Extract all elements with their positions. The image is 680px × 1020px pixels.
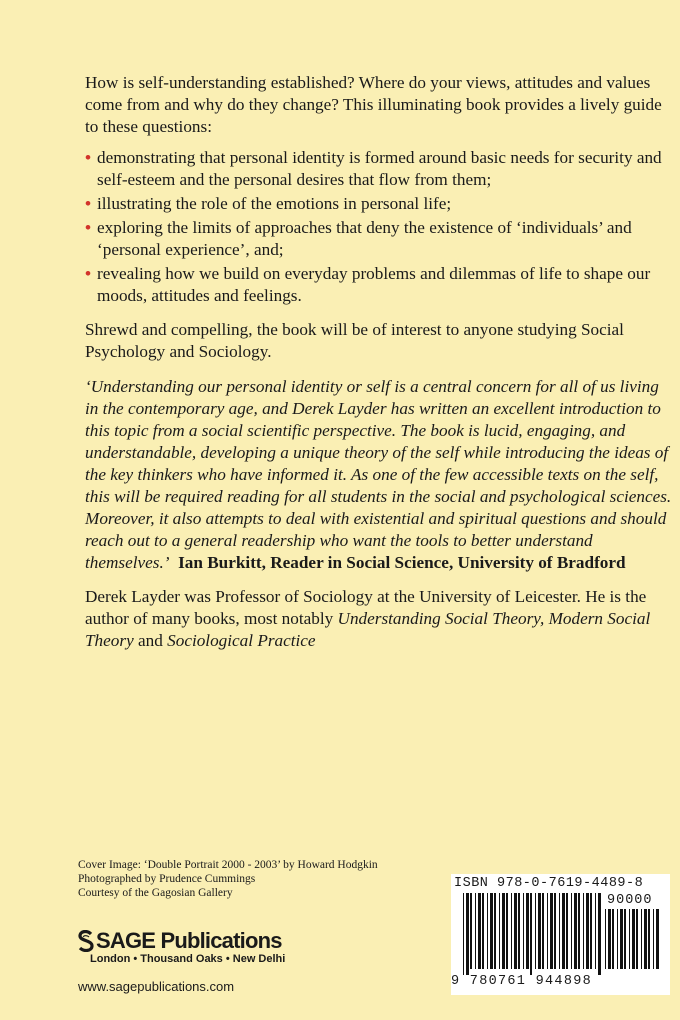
publisher-cities: London • Thousand Oaks • New Delhi — [90, 953, 286, 965]
barcode-bar — [605, 909, 606, 969]
barcode-bar — [506, 893, 508, 969]
barcode-bar — [562, 893, 565, 969]
barcode-bar — [620, 909, 623, 969]
barcode-bar — [653, 909, 654, 969]
barcode-bar — [598, 893, 601, 975]
barcode-bar — [538, 893, 541, 969]
barcode-bar — [590, 893, 592, 969]
barcode-bar — [550, 893, 553, 969]
barcode-bar — [559, 893, 560, 969]
barcode-bar — [595, 893, 596, 969]
barcode-bar — [494, 893, 496, 969]
barcode-bar — [617, 909, 618, 969]
barcode-bar — [586, 893, 589, 969]
quote-attribution: Ian Burkitt, Reader in Social Science, University of Bradford — [178, 553, 626, 572]
ean-number: 9 780761 944898 — [451, 974, 593, 989]
publisher-name: SAGE Publications — [96, 928, 282, 953]
sage-logo-icon — [78, 930, 94, 952]
list-item: • exploring the limits of approaches that deny the existence of ‘individuals’ and ‘personal experience’, and; — [85, 218, 632, 259]
barcode-bar — [463, 893, 464, 975]
price-code: 90000 — [607, 893, 653, 908]
barcode-bar — [475, 893, 476, 969]
barcode-bar — [571, 893, 572, 969]
endorsement-quote — [85, 376, 675, 574]
quote-text: ‘Understanding our personal identity or self is a central concern for all of us living in the contemporary age, and Derek Layder has written an excellent introduction to this topic from a social scientific perspective. The book is lucid, engaging, and understandable, developing a unique theory of the self while introducing the ideas of the key thinkers who have informed it. As one of the few accessible texts on the self, this will be required reading for all students in the social and psychological sciences. Moreover, it also attempts to deal with existential and spiritual questions and should reach out to a general readership who want the tools to better understand themselves.’ — [85, 377, 672, 572]
barcode-bar — [514, 893, 517, 969]
barcode-bar — [499, 893, 500, 969]
barcode-bar — [470, 893, 472, 969]
barcode-bar — [656, 909, 659, 969]
barcode-bar — [612, 909, 614, 969]
barcode-bar — [466, 893, 469, 975]
credit-line: Courtesy of the Gagosian Gallery — [78, 887, 233, 899]
list-item: • revealing how we build on everyday problems and dilemmas of life to shape our moods, attitudes and feelings. — [85, 264, 651, 305]
summary-paragraph: Shrewd and compelling, the book will be of interest to anyone studying Social Psychology and Sociology. — [85, 320, 624, 361]
barcode-bar — [523, 893, 524, 969]
bullet-icon: • — [85, 148, 92, 167]
barcode-bar — [624, 909, 626, 969]
cover-blurb — [85, 72, 675, 652]
isbn-label: ISBN 978-0-7619-4489-8 — [454, 876, 644, 891]
bullet-icon: • — [85, 218, 92, 237]
barcode-bar — [482, 893, 484, 969]
barcode-bar — [542, 893, 544, 969]
list-item: • illustrating the role of the emotions in personal life; — [85, 194, 452, 213]
barcode-bar — [641, 909, 642, 969]
barcode-bar — [478, 893, 481, 969]
list-item: • demonstrating that personal identity is formed around basic needs for security and self-esteem and the personal desires that flow from them; — [85, 148, 662, 189]
barcode-bar — [547, 893, 548, 969]
bullet-icon: • — [85, 264, 92, 283]
publisher-url: www.sagepublications.com — [78, 979, 235, 994]
credit-line: Cover Image: ‘Double Portrait 2000 - 2003’ by Howard Hodgkin — [78, 859, 378, 871]
bullet-icon: • — [85, 194, 92, 213]
intro-paragraph: How is self-understanding established? Where do your views, attitudes and values come from and why do they change? This illuminating book provides a lively guide to these questions: — [85, 73, 662, 136]
barcode-bar — [490, 893, 493, 969]
cover-image-credits — [78, 858, 378, 900]
barcode-bar — [632, 909, 635, 969]
barcode-bar — [554, 893, 556, 969]
barcode-bar — [566, 893, 568, 969]
barcode-bar — [648, 909, 650, 969]
barcode-bar — [511, 893, 512, 969]
author-bio: Derek Layder was Professor of Sociology at the University of Leicester. He is the author of many books, most notably Understanding Social Theory, Modern Social Theory and Sociological Practice — [85, 587, 651, 650]
credit-line: Photographed by Prudence Cummings — [78, 873, 256, 885]
feature-list — [85, 147, 675, 307]
barcode-bar — [535, 893, 536, 969]
publisher-logo — [78, 928, 282, 954]
barcode-bar — [583, 893, 584, 969]
barcode-bar — [526, 893, 529, 969]
barcode-bar — [518, 893, 520, 969]
barcode-bar — [574, 893, 577, 969]
barcode-bar — [530, 893, 532, 975]
price-barcode — [605, 909, 659, 975]
barcode-bar — [644, 909, 647, 969]
barcode-bar — [629, 909, 630, 969]
barcode-bar — [487, 893, 488, 969]
book-title: Understanding Social Theory, Modern Social Theory — [85, 609, 651, 650]
isbn-barcode — [463, 893, 601, 975]
barcode-bar — [578, 893, 580, 969]
book-title: Sociological Practice — [167, 631, 316, 650]
barcode-bar — [636, 909, 638, 969]
barcode-bar — [608, 909, 611, 969]
barcode-bar — [502, 893, 505, 969]
